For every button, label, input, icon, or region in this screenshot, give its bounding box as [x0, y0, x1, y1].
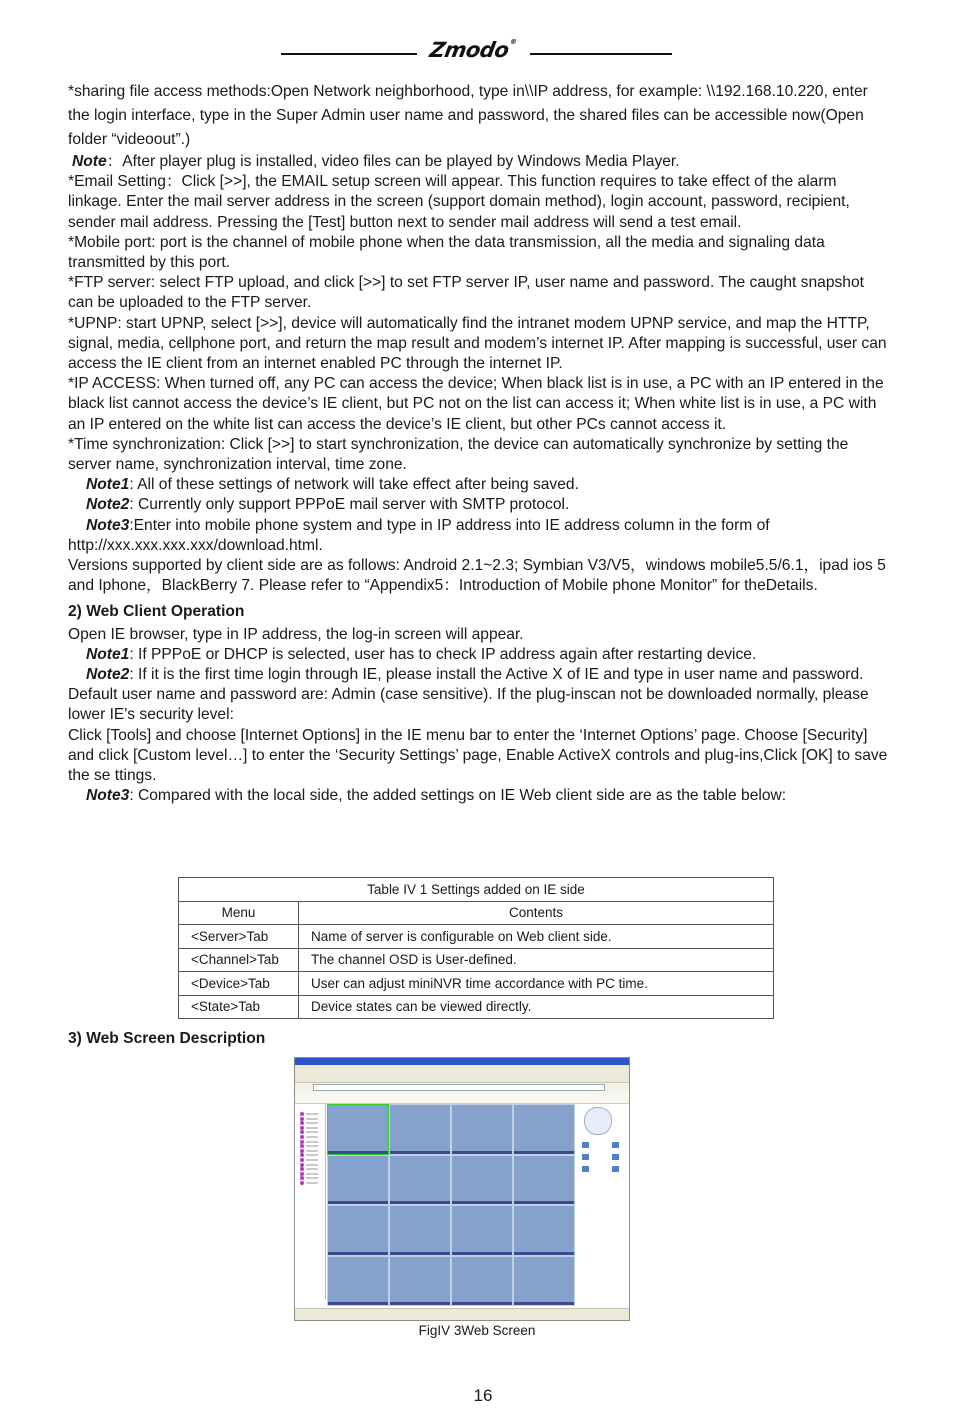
- table-cell-contents: The channel OSD is User-defined.: [299, 948, 774, 972]
- brand-logo: Zmodo®: [427, 38, 518, 62]
- video-cell: [513, 1155, 575, 1206]
- client-toolbar: [295, 1091, 629, 1104]
- channel-dot-icon: [300, 1181, 304, 1185]
- table-header-row: [179, 901, 774, 925]
- channel-label-line: [306, 1131, 318, 1133]
- channel-dot-icon: [300, 1153, 304, 1157]
- note-player: Note：After player plug is installed, video files can be played by Windows Media Player.: [72, 153, 680, 170]
- channel-dot-icon: [300, 1149, 304, 1153]
- video-cell: [389, 1256, 451, 1307]
- note1-network: Note1: All of these settings of network will take effect after being saved.: [86, 476, 579, 494]
- table-cell-contents: User can adjust miniNVR time accordance with PC time.: [299, 972, 774, 996]
- ptz-button-icon: [612, 1166, 619, 1172]
- channel-dot-icon: [300, 1158, 304, 1162]
- channel-dot-icon: [300, 1112, 304, 1116]
- table-row: [179, 925, 774, 949]
- video-cell: [389, 1104, 451, 1155]
- channel-label-line: [306, 1168, 318, 1170]
- channel-label-line: [306, 1177, 318, 1179]
- video-grid: [327, 1104, 575, 1306]
- channel-dot-icon: [300, 1130, 304, 1134]
- channel-label-line: [306, 1145, 318, 1147]
- video-cell: [451, 1256, 513, 1307]
- channel-label-line: [306, 1159, 318, 1161]
- video-cell: [389, 1155, 451, 1206]
- browser-toolbar: [295, 1071, 629, 1083]
- main-text: [68, 80, 888, 807]
- channel-dot-icon: [300, 1167, 304, 1171]
- video-cell: [327, 1155, 389, 1206]
- paragraph-email: *Email Setting：Click [>>], the EMAIL setup screen will appear. This function requires to take effect of the alarm linkage. Enter the mail server address in the screen (support domain method), login account, password, recipient, sender mail address. Pressing the [Test] button next to sender mail address will send a test email.: [68, 173, 850, 231]
- section-2-title: 2) Web Client Operation: [68, 603, 245, 621]
- table-cell-menu: <Server>Tab: [179, 925, 299, 949]
- video-cell: [451, 1205, 513, 1256]
- table-cell-contents: Name of server is configurable on Web client side.: [299, 925, 774, 949]
- note3-mobile: Note3:Enter into mobile phone system and type in IP address into IE address column in the form of http://xxx.xxx.xxx.xxx/download.html.: [68, 516, 770, 554]
- ptz-button-icon: [582, 1154, 589, 1160]
- paragraph-sharing: *sharing file access methods:Open Network neighborhood, type in\\IP address, for example: \\192.168.10.220, enter the login interface, type in the Super Admin user name and password, the shared files can be accessible now(Open folder “videoout”.): [68, 83, 868, 148]
- video-cell: [327, 1205, 389, 1256]
- channel-dot-icon: [300, 1117, 304, 1121]
- table-row: [179, 972, 774, 996]
- ptz-button-icon: [612, 1154, 619, 1160]
- web-note2: Note2: If it is the first time login through IE, please install the Active X of IE and type in user name and password. Default user name and password are: Admin (case sensitive). If the plug-inscan not be downloaded normally, please lower IE's security level:: [68, 666, 869, 724]
- table-row: [179, 948, 774, 972]
- channel-label-line: [306, 1173, 318, 1175]
- paragraph-ip-access: *IP ACCESS: When turned off, any PC can access the device; When black list is in use, a PC with an IP entered in the black list cannot access the device’s IE client, but PC not on the list can access it; When white list is in use, a PC with an IP entered on the white list can access the device’s IE client, but other PCs cannot access it.: [68, 375, 884, 433]
- table-row: [179, 995, 774, 1019]
- channel-label-line: [306, 1182, 318, 1184]
- video-cell: [327, 1256, 389, 1307]
- paragraph-tools: Click [Tools] and choose [Internet Options] in the IE menu bar to enter the ‘Internet Options’ page. Choose [Security] and click [Custom level…] to enter the ‘Security Settings’ page, Enable ActiveX controls and plug-ins,Click [OK] to save the se ttings.: [68, 726, 888, 785]
- table-cell-menu: <State>Tab: [179, 995, 299, 1019]
- section-3-title: 3) Web Screen Description: [68, 1030, 266, 1047]
- channel-tree: [297, 1104, 326, 1300]
- page-number: 16: [473, 1386, 493, 1405]
- web-note1: Note1: If PPPoE or DHCP is selected, user has to check IP address again after restarting device.: [86, 645, 757, 663]
- ptz-dial-icon: [584, 1107, 612, 1135]
- channel-label-line: [306, 1122, 318, 1124]
- header-rule-right: [530, 53, 672, 55]
- figure-caption: FigIV 3Web Screen: [418, 1323, 536, 1338]
- paragraph-ftp: *FTP server: select FTP upload, and click [>>] to set FTP server IP, user name and password. The caught snapshot can be uploaded to the FTP server.: [68, 274, 864, 312]
- ptz-panel: [578, 1104, 626, 1300]
- video-cell: [451, 1104, 513, 1155]
- channel-dot-icon: [300, 1163, 304, 1167]
- table-header-menu: Menu: [179, 901, 299, 925]
- paragraph-open-ie: Open IE browser, type in IP address, the log-in screen will appear.: [68, 625, 524, 643]
- video-cell: [451, 1155, 513, 1206]
- channel-label-line: [306, 1141, 318, 1143]
- channel-dot-icon: [300, 1172, 304, 1176]
- header-rule-left: [281, 53, 417, 55]
- channel-dot-icon: [300, 1135, 304, 1139]
- channel-label-line: [306, 1150, 318, 1152]
- video-cell: [513, 1256, 575, 1307]
- video-cell: [327, 1104, 389, 1155]
- browser-title-bar: [295, 1058, 629, 1065]
- table-cell-menu: <Channel>Tab: [179, 948, 299, 972]
- browser-address-bar: [295, 1083, 629, 1091]
- channel-label-line: [306, 1113, 318, 1115]
- paragraph-mobile: *Mobile port: port is the channel of mobile phone when the data transmission, all the media and signaling data transmitted by this port.: [68, 233, 825, 272]
- paragraph-upnp: *UPNP: start UPNP, select [>>], device will automatically find the intranet modem UPNP service, and map the HTTP, signal, media, cellphone port, and return the map result and modem’s internet IP. After mapping is successful, user can access the IE client from an internet enabled PC through the internet IP.: [68, 314, 887, 373]
- channel-label-line: [306, 1154, 318, 1156]
- channel-dot-icon: [300, 1126, 304, 1130]
- note2-pppoe: Note2: Currently only support PPPoE mail server with SMTP protocol.: [86, 496, 570, 514]
- ptz-button-icon: [612, 1142, 619, 1148]
- video-cell: [389, 1205, 451, 1256]
- table-title-row: [179, 878, 774, 902]
- browser-status-bar: [295, 1308, 629, 1320]
- ptz-button-icon: [582, 1142, 589, 1148]
- channel-label-line: [306, 1118, 318, 1120]
- channel-dot-icon: [300, 1176, 304, 1180]
- channel-dot-icon: [300, 1121, 304, 1125]
- ptz-button-icon: [582, 1166, 589, 1172]
- table-cell-menu: <Device>Tab: [179, 972, 299, 996]
- page-header: [0, 38, 954, 68]
- table-header-contents: Contents: [299, 901, 774, 925]
- paragraph-versions: Versions supported by client side are as follows: Android 2.1~2.3; Symbian V3/V5，windows mobile5.5/6.1，ipad ios 5 and Iphone，BlackBerry 7. Please refer to “Appendix5：Introduction of Mobile phone Monitor” for theDetails.: [68, 557, 886, 595]
- settings-table: [178, 877, 774, 1019]
- channel-dot-icon: [300, 1144, 304, 1148]
- table-cell-contents: Device states can be viewed directly.: [299, 995, 774, 1019]
- channel-label-line: [306, 1127, 318, 1129]
- channel-label-line: [306, 1136, 318, 1138]
- web-note3: Note3: Compared with the local side, the added settings on IE Web client side are as the table below:: [86, 787, 787, 805]
- channel-label-line: [306, 1164, 318, 1166]
- table-title: Table IV 1 Settings added on IE side: [179, 878, 774, 902]
- channel-dot-icon: [300, 1140, 304, 1144]
- paragraph-time-sync: *Time synchronization: Click [>>] to start synchronization, the device can automatically synchronize by setting the server name, synchronization interval, time zone.: [68, 435, 849, 474]
- web-screen-figure: [294, 1057, 630, 1321]
- video-cell: [513, 1104, 575, 1155]
- video-cell: [513, 1205, 575, 1256]
